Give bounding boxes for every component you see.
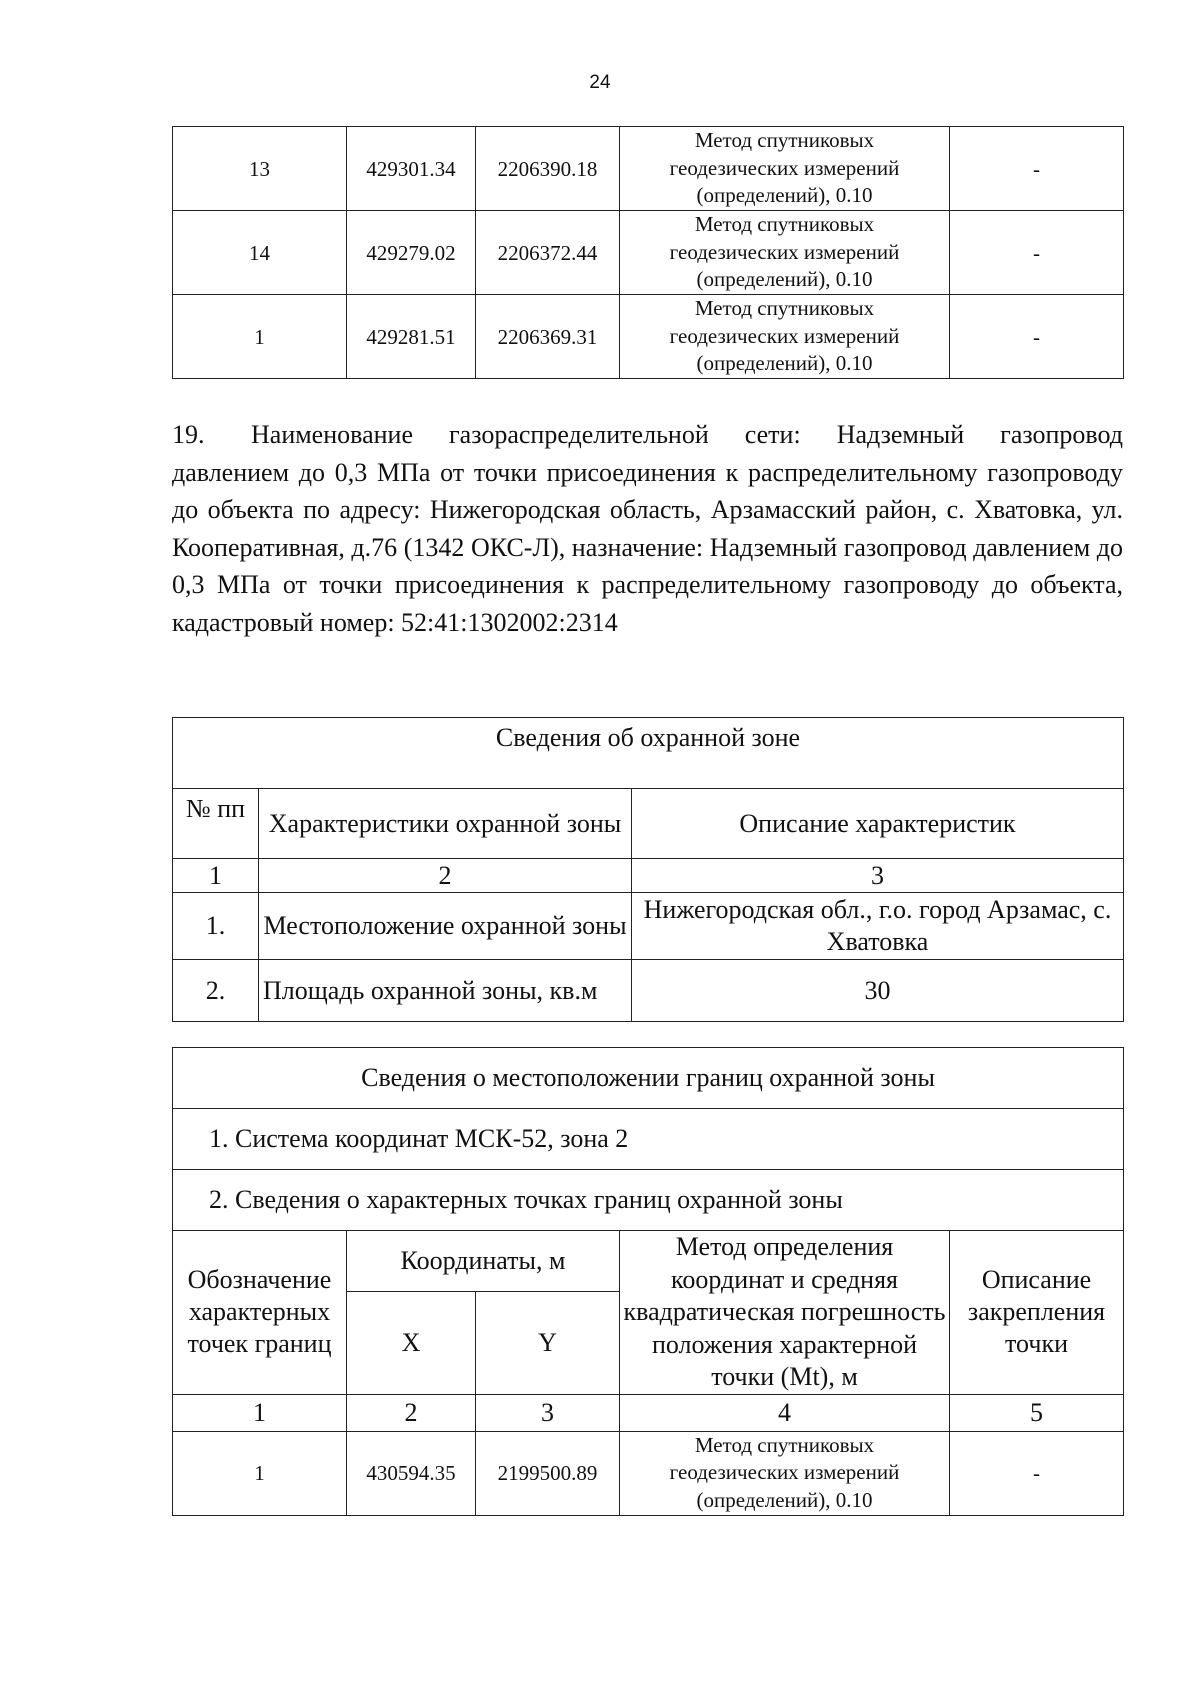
- column-index: 4: [620, 1394, 950, 1431]
- point-cell: 14: [173, 211, 347, 295]
- row-number: 2.: [173, 960, 259, 1022]
- y-cell: 2206390.18: [476, 127, 620, 211]
- row-number: 1.: [173, 893, 259, 960]
- method-line: (определений), 0.10: [696, 267, 873, 292]
- method-line: (определений), 0.10: [696, 1487, 873, 1512]
- description-cell: -: [950, 211, 1124, 295]
- column-index-row: [173, 1394, 1124, 1431]
- bounds-table-title: Сведения о местоположении границ охранной зоны: [173, 1048, 1124, 1109]
- section-number: 19.: [172, 420, 205, 449]
- point-cell: 1: [173, 295, 347, 379]
- boundary-points-table: [172, 1047, 1124, 1516]
- coord-system: 1. Система координат МСК-52, зона 2: [173, 1109, 1124, 1170]
- header-description: Описание характеристик: [632, 789, 1124, 859]
- column-index-row: [173, 859, 1124, 893]
- header-fixing: Описание закрепления точки: [950, 1231, 1124, 1395]
- zone-info-table: [172, 717, 1124, 1022]
- method-line: геодезических измерений: [669, 239, 900, 264]
- method-line: (определений), 0.10: [696, 183, 873, 208]
- description-cell: -: [950, 1431, 1124, 1515]
- header-method: Метод определения координат и средняя квадратическая погрешность положения характерной точки (Mt), м: [620, 1231, 950, 1395]
- x-cell: 429281.51: [347, 295, 476, 379]
- method-cell: [620, 127, 950, 211]
- column-index: 1: [173, 1394, 347, 1431]
- coord-system-row: [173, 1109, 1124, 1170]
- column-index: 3: [476, 1394, 620, 1431]
- characteristic-cell: Площадь охранной зоны, кв.м: [259, 960, 632, 1022]
- section-paragraph: [172, 416, 1123, 641]
- characteristic-cell: Местоположение охранной зоны: [259, 893, 632, 960]
- method-line: Метод спутниковых: [694, 128, 875, 153]
- zone-table-title: Сведения об охранной зоне: [173, 718, 1124, 789]
- method-line: Метод спутниковых: [694, 296, 875, 321]
- method-line: геодезических измерений: [669, 323, 900, 348]
- description-cell: 30: [632, 960, 1124, 1022]
- header-designation: Обозначение характерных точек границ: [173, 1231, 347, 1395]
- coordinates-continuation-table: [172, 126, 1124, 379]
- points-title: 2. Сведения о характерных точках границ охранной зоны: [173, 1170, 1124, 1231]
- method-line: (определений), 0.10: [696, 351, 873, 376]
- header-y: Y: [476, 1292, 620, 1394]
- header-characteristics: Характеристики охранной зоны: [259, 789, 632, 859]
- point-cell: 1: [173, 1431, 347, 1515]
- method-cell: [620, 211, 950, 295]
- table-row: [173, 295, 1124, 379]
- y-cell: 2206372.44: [476, 211, 620, 295]
- method-line: геодезических измерений: [669, 1460, 900, 1485]
- section-text: Наименование газораспределительной сети: Надземный газопровод давлением до 0,3 МПа от точки присоединения к распределительному газопроводу до объекта по адресу: Нижегородская область, Арзамасский район, с. Хватовка, ул. Кооперативная, д.76 (1342 ОКС-Л), назначение: Надземный газопровод давлением до 0,3 МПа от точки присоединения к распределительному газопроводу до объекта, кадастровый номер: 52:41:1302002:2314: [172, 420, 1123, 637]
- table-header-row: [173, 1231, 1124, 1292]
- page-number: 24: [589, 72, 611, 93]
- header-x: X: [347, 1292, 476, 1394]
- table-row: [173, 1431, 1124, 1515]
- points-title-row: [173, 1170, 1124, 1231]
- method-cell: [620, 295, 950, 379]
- method-cell: [620, 1431, 950, 1515]
- column-index: 3: [632, 859, 1124, 893]
- table-title-row: [173, 718, 1124, 789]
- y-cell: 2199500.89: [476, 1431, 620, 1515]
- column-index: 2: [347, 1394, 476, 1431]
- method-line: геодезических измерений: [669, 155, 900, 180]
- x-cell: 430594.35: [347, 1431, 476, 1515]
- table-title-row: [173, 1048, 1124, 1109]
- y-cell: 2206369.31: [476, 295, 620, 379]
- column-index: 1: [173, 859, 259, 893]
- header-coordinates: Координаты, м: [347, 1231, 620, 1292]
- column-index: 2: [259, 859, 632, 893]
- table-header-row: [173, 789, 1124, 859]
- table-row: [173, 211, 1124, 295]
- x-cell: 429301.34: [347, 127, 476, 211]
- table-row: [173, 127, 1124, 211]
- method-line: Метод спутниковых: [694, 1432, 875, 1457]
- column-index: 5: [950, 1394, 1124, 1431]
- header-number: № пп: [173, 789, 259, 859]
- description-cell: -: [950, 127, 1124, 211]
- table-row: [173, 893, 1124, 960]
- description-cell: -: [950, 295, 1124, 379]
- point-cell: 13: [173, 127, 347, 211]
- method-line: Метод спутниковых: [694, 212, 875, 237]
- x-cell: 429279.02: [347, 211, 476, 295]
- description-cell: Нижегородская обл., г.о. город Арзамас, с. Хватовка: [632, 893, 1124, 960]
- table-row: [173, 960, 1124, 1022]
